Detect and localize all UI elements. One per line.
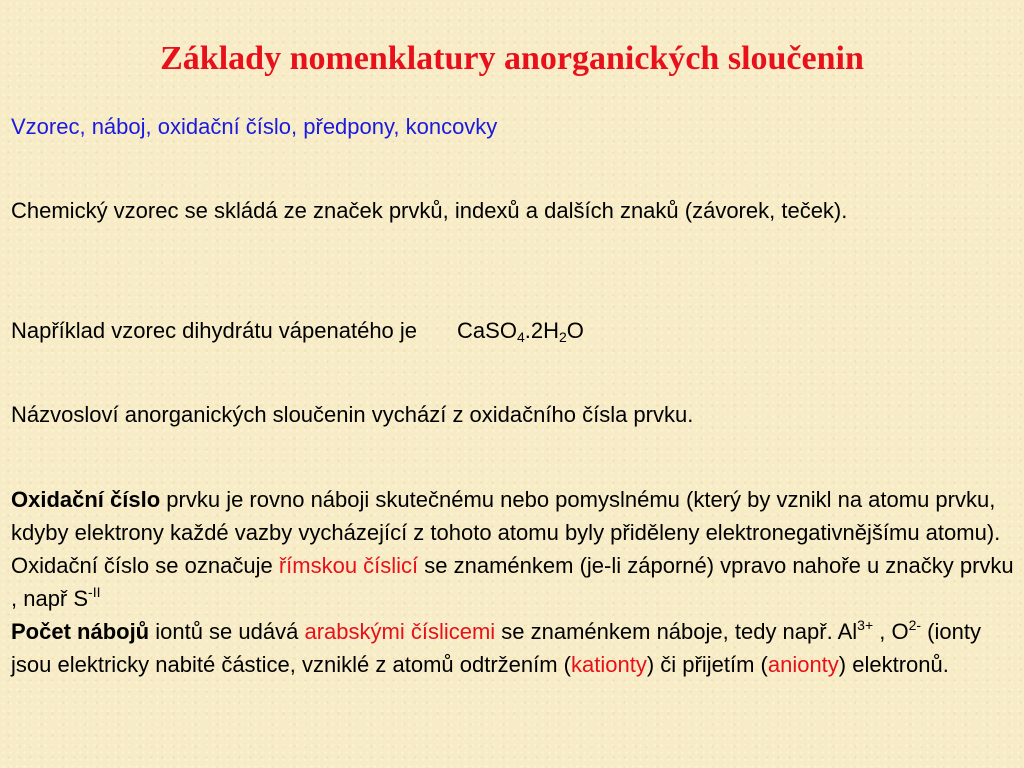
- slide-subtitle: Vzorec, náboj, oxidační číslo, předpony, koncovky: [11, 114, 498, 139]
- highlight-arabic-numerals: arabskými číslicemi: [304, 619, 496, 644]
- highlight-cations: kationty: [571, 652, 647, 677]
- paragraph-example: [11, 314, 1016, 347]
- slide-title: Základy nomenklatury anorganických sloučenin: [160, 40, 864, 77]
- highlight-anions: anionty: [767, 652, 839, 677]
- term-charge-count: Počet nábojů: [11, 619, 150, 644]
- paragraph-chemical-formula: Chemický vzorec se skládá ze značek prvků, indexů a dalších znaků (závorek, teček).: [11, 198, 848, 223]
- term-oxidation-number: Oxidační číslo: [11, 487, 161, 512]
- example-text: Například vzorec dihydrátu vápenatého je: [11, 318, 418, 343]
- example-formula: $CaSO_4.2H_2O$: [457, 318, 584, 345]
- paragraph-nomenclature: Názvosloví anorganických sloučenin vychází z oxidačního čísla prvku.: [11, 402, 694, 427]
- highlight-roman-numeral: římskou číslicí: [278, 553, 419, 578]
- paragraph-oxidation-number: Oxidační číslo prvku je rovno náboji skutečnému nebo pomyslnému (který by vznikl na atomu prvku, kdyby elektrony každé vazby vycházející z tohoto atomu byly přiděleny elektronegativnějšímu atomu). Oxidační číslo se označuje římskou číslicí se znaménkem (je-li záporné) vpravo nahoře u značky prvku , např $S^{-II}$ Počet nábojů iontů se udává arabskými číslicemi se znaménkem náboje, tedy např. $Al^{3+}$ , $O^{2-}$ (ionty jsou elektricky nabité částice, vzniklé z atomů odtržením (kationty) či přijetím (anionty) elektronů.: [11, 487, 1014, 677]
